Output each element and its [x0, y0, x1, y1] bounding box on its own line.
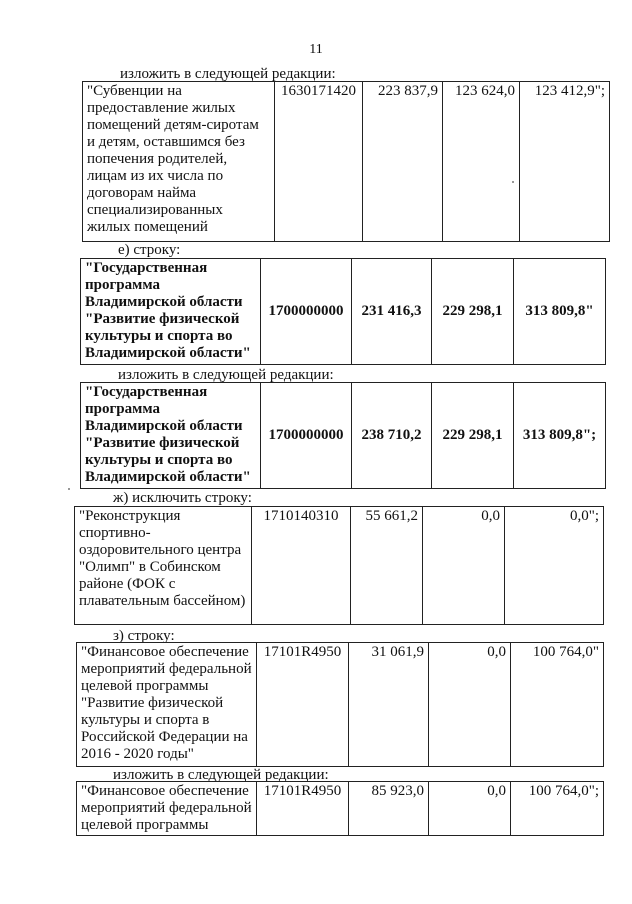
row-value-2: 0,0 [429, 643, 511, 767]
table-row [77, 782, 604, 836]
row-value-2: 229 298,1 [432, 259, 514, 365]
row-name: "Финансовое обеспечение мероприятий федеральной целевой программы [77, 782, 257, 836]
row-value-3: 123 412,9"; [520, 82, 610, 242]
row-code: 1700000000 [261, 383, 352, 489]
table-row [77, 643, 604, 767]
caption-edit-2: изложить в следующей редакции: [118, 367, 334, 383]
scan-speck [512, 181, 514, 183]
row-name: "Реконструкция спортивно-оздоровительного центра "Олимп" в Собинском районе (ФОК с плавательным бассейном) [75, 507, 252, 625]
row-table-subventions [82, 81, 610, 242]
row-value-3: 100 764,0" [511, 643, 604, 767]
row-name: "Финансовое обеспечение мероприятий федеральной целевой программы "Развитие физической культуры и спорта в Российской Федерации на 2016 - 2020 годы" [77, 643, 257, 767]
row-value-2: 0,0 [429, 782, 511, 836]
row-value-1: 31 061,9 [349, 643, 429, 767]
row-table-fcp-old [76, 642, 604, 767]
row-table-program-new [80, 382, 606, 489]
row-code: 1700000000 [261, 259, 352, 365]
caption-row-zh: ж) исключить строку: [113, 490, 252, 506]
row-code: 17101R4950 [257, 643, 349, 767]
row-value-1: 231 416,3 [352, 259, 432, 365]
row-value-3: 0,0"; [505, 507, 604, 625]
row-name: "Государственная программа Владимирской области "Развитие физической культуры и спорта во Владимирской области" [81, 259, 261, 365]
row-value-2: 0,0 [423, 507, 505, 625]
row-name: "Субвенции на предоставление жилых помещений детям-сиротам и детям, оставшимся без попечения родителей, лицам из их числа по договорам найма специализированных жилых помещений [83, 82, 275, 242]
scan-speck [68, 488, 70, 490]
table-row [81, 383, 606, 489]
table-row [83, 82, 610, 242]
row-value-3: 100 764,0"; [511, 782, 604, 836]
caption-edit-3: изложить в следующей редакции: [113, 767, 329, 783]
row-code: 1630171420 [275, 82, 363, 242]
row-value-3: 313 809,8"; [514, 383, 606, 489]
row-value-1: 55 661,2 [351, 507, 423, 625]
table-row [75, 507, 604, 625]
table-row [81, 259, 606, 365]
caption-edit-1: изложить в следующей редакции: [120, 66, 336, 82]
row-value-1: 85 923,0 [349, 782, 429, 836]
row-code: 17101R4950 [257, 782, 349, 836]
row-table-fcp-new [76, 781, 604, 836]
row-code: 1710140310 [252, 507, 351, 625]
row-table-program-old [80, 258, 606, 365]
row-value-1: 223 837,9 [363, 82, 443, 242]
row-value-3: 313 809,8" [514, 259, 606, 365]
row-value-1: 238 710,2 [352, 383, 432, 489]
row-value-2: 229 298,1 [432, 383, 514, 489]
caption-row-e: е) строку: [118, 242, 181, 258]
row-value-2: 123 624,0 [443, 82, 520, 242]
caption-row-z: з) строку: [113, 628, 175, 644]
row-table-reconstruction [74, 506, 604, 625]
row-name: "Государственная программа Владимирской области "Развитие физической культуры и спорта во Владимирской области" [81, 383, 261, 489]
page-number: 11 [309, 42, 323, 57]
